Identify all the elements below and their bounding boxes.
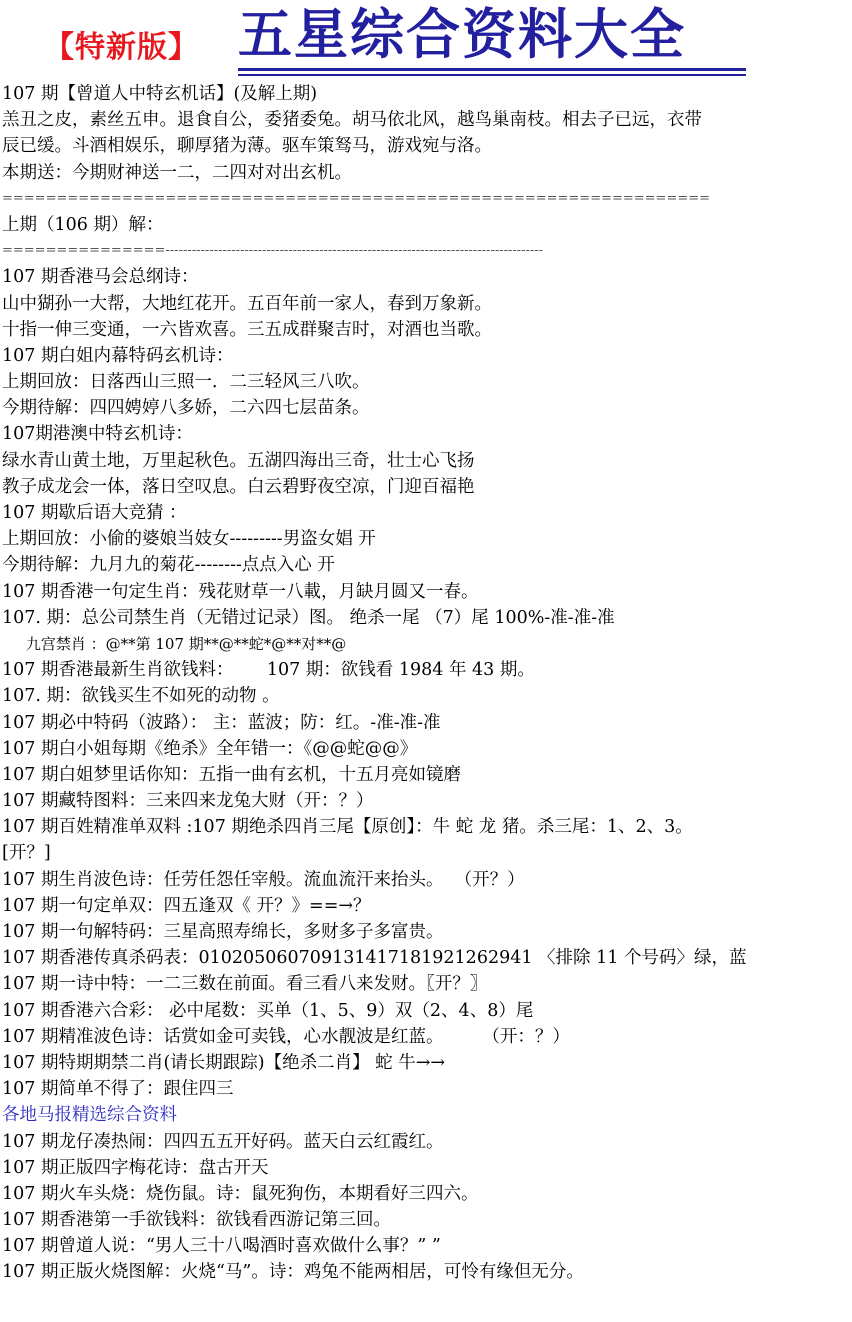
edition-badge: 【特新版】: [44, 30, 199, 65]
text-line: 107 期龙仔凑热闹：四四五五开好码。蓝天白云红霞红。: [2, 1131, 444, 1152]
text-line: 本期送：今期财神送一二，二四对对出玄机。: [2, 162, 352, 183]
text-line: [开？]: [2, 843, 51, 864]
text-line: 107 期一句定单双：四五逢双《 开？》==→？: [2, 895, 371, 916]
text-line: 107 期白姐内幕特码玄机诗：: [2, 345, 234, 366]
text-line: 107 期生肖波色诗：任劳任怨任宰般。流血流汗来抬头。 （开？）: [2, 869, 525, 890]
text-line: 107 期歇后语大竞猜 ：: [2, 503, 187, 523]
text-line: 107 期特期期禁二肖(请长期跟踪)【绝杀二肖】 蛇 牛→→: [2, 1052, 446, 1073]
text-line: 九宫禁肖 ：@**第 107 期**@**蛇*@**对**@: [2, 634, 347, 653]
text-line: 今期待解：四四娉婷八多娇，二六四七层苗条。: [2, 398, 370, 419]
text-line: 107 期香港第一手欲钱料：欲钱看西游记第三回。: [2, 1210, 391, 1231]
document-body: [2, 81, 850, 1286]
text-line: 107 期精准波色诗：话赏如金可卖钱，心水靓波是红蓝。 （开：？）: [2, 1026, 570, 1047]
text-line: 上期（106 期）解：: [2, 214, 164, 235]
text-line: 107 期简单不得了：跟住四三: [2, 1079, 234, 1100]
text-line: 上期回放：日落西山三照一．二三轻风三八吹。: [2, 372, 370, 393]
title-underline: [238, 68, 746, 71]
text-line: 107 期曾道人说：“男人三十八喝酒时喜欢做什么事？” ”: [2, 1236, 441, 1257]
text-line: 山中猢孙一大帮，大地红花开。五百年前一家人，春到万象新。: [2, 293, 492, 314]
text-line: 107. 期：欲钱买生不如死的动物 。: [2, 686, 280, 707]
text-line: 绿水青山黄土地，万里起秋色。五湖四海出三奇，壮士心飞扬: [2, 450, 475, 471]
text-line: 教子成龙会一体，落日空叹息。白云碧野夜空凉，门迎百福艳: [2, 476, 475, 497]
separator-line: ===============--------------------------------------------------------------------------------------: [2, 243, 544, 259]
text-line: 107 期一诗中特：一二三数在前面。看三看八来发财。〖开？〗: [2, 974, 488, 995]
text-line: 羔丑之皮，素丝五申。退食自公，委猪委兔。胡马依北风，越鸟巢南枝。相去子已远，衣带: [2, 110, 702, 131]
separator-line: =================================================================: [2, 190, 711, 206]
text-line: 107期港澳中特玄机诗：: [2, 424, 193, 445]
text-line: 107 期香港最新生肖欲钱料： 107 期：欲钱看 1984 年 43 期。: [2, 660, 535, 681]
text-line: 107 期香港六合彩： 必中尾数：买单（1、5、9）双（2、4、8）尾: [2, 1000, 534, 1021]
section-heading: 各地马报精选综合资料: [2, 1105, 177, 1126]
text-line: 107 期香港一句定生肖：残花财草一八載，月缺月圆又一春。: [2, 581, 479, 602]
text-line: 今期待解：九月九的菊花--------点点入心 开: [2, 555, 335, 576]
text-line: 107 期火车头烧：烧伤鼠。诗：鼠死狗伤，本期看好三四六。: [2, 1183, 479, 1204]
text-line: 107 期一句解特码：三星高照寿绵长，多财多子多富贵。: [2, 922, 444, 942]
text-line: 107 期正版四字梅花诗：盘古开天: [2, 1157, 269, 1178]
page-title: 五星综合资料大全: [238, 3, 686, 66]
text-line: 107 期百姓精准单双料 :107 期绝杀四肖三尾【原创】：牛 蛇 龙 猪。杀三尾：1、2、3。: [2, 817, 693, 838]
text-line: 107 期香港传真杀码表：010205060709131417181921262941 〈排除 11 个号码〉绿，蓝: [2, 948, 747, 969]
text-line: 107 期正版火烧图解：火烧“马”。诗：鸡兔不能两相居，可怜有缘但无分。: [2, 1262, 584, 1283]
text-line: 107 期藏特图料：三来四来龙兔大财（开：？）: [2, 791, 374, 812]
text-line: 107. 期：总公司禁生肖（无错过记录）图。 绝杀一尾 （7）尾 100%-准-准-准: [2, 607, 615, 628]
header: [0, 0, 852, 82]
title-underline: [238, 74, 746, 76]
text-line: 十指一伸三变通，一六皆欢喜。三五成群聚吉时，对酒也当歌。: [2, 319, 492, 340]
text-line: 107 期白小姐每期《绝杀》全年错一：《@@蛇@@》: [2, 738, 418, 759]
text-line: 107 期白姐梦里话你知：五指一曲有玄机，十五月亮如镜磨: [2, 764, 461, 785]
text-line: 107 期【曾道人中特玄机话】(及解上期): [2, 84, 318, 104]
text-line: 辰已缓。斗酒相娱乐，聊厚猪为薄。驱车策驽马，游戏宛与洛。: [2, 136, 492, 157]
text-line: 上期回放：小偷的婆娘当妓女---------男盗女娼 开: [2, 529, 376, 550]
text-line: 107 期香港马会总纲诗：: [2, 267, 199, 288]
text-line: 107 期必中特码（波路）： 主：蓝波；防：红。-准-准-准: [2, 712, 441, 733]
